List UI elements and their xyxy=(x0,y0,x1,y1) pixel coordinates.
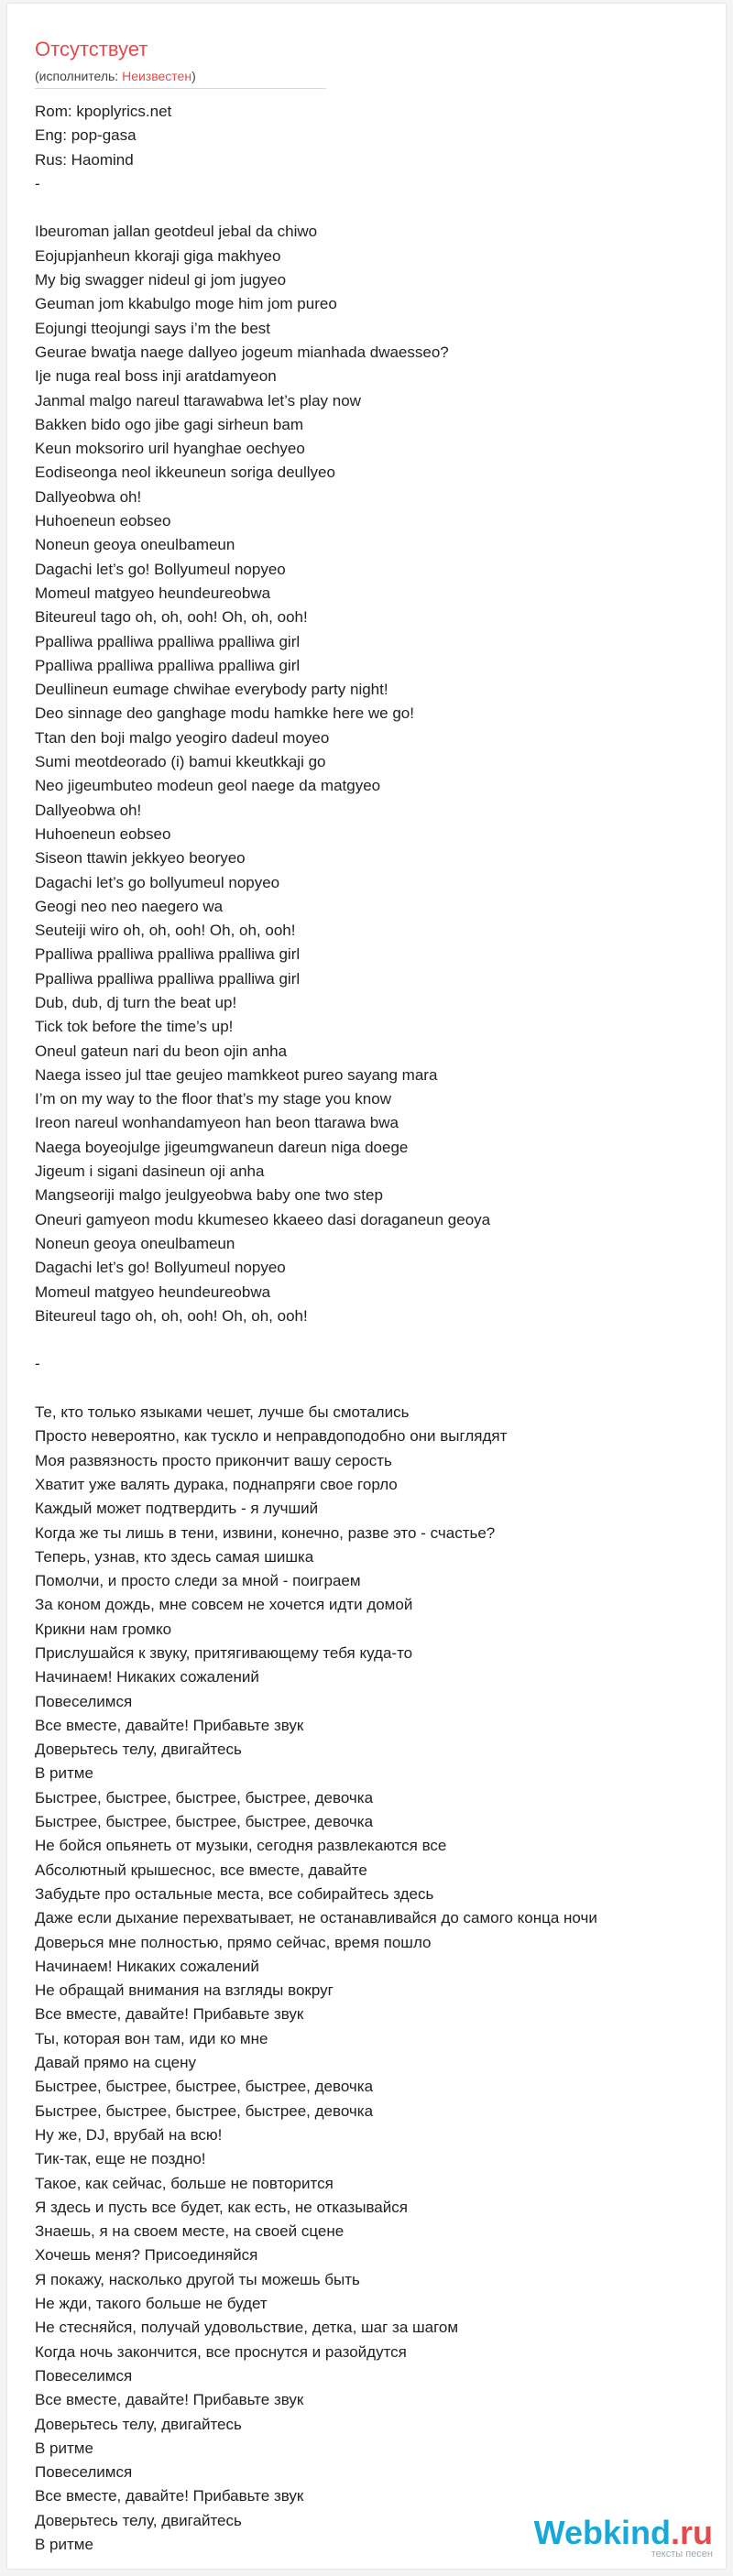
artist-line xyxy=(35,68,726,84)
lyric-line: Naega boyeojulge jigeumgwaneun dareun niga doege xyxy=(35,1138,409,1156)
lyric-line: Oneuri gamyeon modu kkumeseo kkaeeo dasi doraganeun geoya xyxy=(35,1210,491,1228)
lyric-line: Eojungi tteojungi says i’m the best xyxy=(35,319,271,337)
lyric-line: Ppalliwa ppalliwa ppalliwa ppalliwa girl xyxy=(35,632,301,650)
lyric-line: Geogi neo neo naegero wa xyxy=(35,897,224,915)
lyric-line: I’m on my way to the floor that’s my stage you know xyxy=(35,1090,391,1108)
lyric-line: Seuteiji wiro oh, oh, ooh! Oh, oh, ooh! xyxy=(35,922,296,940)
lyric-line: Теперь, узнав, кто здесь самая шишка xyxy=(35,1547,314,1566)
lyric-line: Все вместе, давайте! Прибавьте звук xyxy=(35,2487,304,2505)
lyric-line: Не стесняйся, получай удовольствие, детка, шаг за шагом xyxy=(35,2319,459,2337)
lyric-line: Janmal malgo nareul ttarawabwa let’s play now xyxy=(35,391,361,409)
lyric-line: Geuman jom kkabulgo moge him jom pureo xyxy=(35,295,337,313)
lyric-line: Повеселимся xyxy=(35,2463,133,2482)
lyric-line: - xyxy=(35,1355,40,1373)
lyric-line: Ppalliwa ppalliwa ppalliwa ppalliwa girl xyxy=(35,656,301,674)
lyric-line: Oneul gateun nari du beon ojin anha xyxy=(35,1042,288,1060)
lyric-line: Крикни нам громко xyxy=(35,1620,172,1638)
lyric-line: Начинаем! Никаких сожалений xyxy=(35,1668,259,1686)
lyric-line: Абсолютный крышеснос, все вместе, давайте xyxy=(35,1861,367,1879)
lyric-line: Быстрее, быстрее, быстрее, быстрее, девочка xyxy=(35,1813,374,1831)
lyric-line: Даже если дыхание перехватывает, не останавливайся до самого конца ночи xyxy=(35,1909,597,1927)
lyric-line: Dub, dub, dj turn the beat up! xyxy=(35,993,237,1011)
title-divider xyxy=(35,88,326,89)
lyric-line: Keun moksoriro uril hyanghae oechyeo xyxy=(35,440,305,458)
lyric-line: Bakken bido ogo jibe gagi sirheun bam xyxy=(35,415,303,433)
lyric-line: В ритме xyxy=(35,2439,93,2457)
lyric-line: Rom: kpoplyrics.net xyxy=(35,103,172,120)
lyric-line: Ttan den boji malgo yeogiro dadeul moyeo xyxy=(35,728,330,747)
lyric-line: Ije nuga real boss inji aratdamyeon xyxy=(35,367,277,386)
lyric-line: Huhoeneun eobseo xyxy=(35,824,171,843)
artist-link[interactable]: Неизвестен xyxy=(122,69,192,83)
lyric-line: За коном дождь, мне совсем не хочется идти домой xyxy=(35,1596,413,1614)
lyric-line: Тик-так, еще не поздно! xyxy=(35,2150,206,2168)
lyric-line: Tick tok before the time’s up! xyxy=(35,1018,234,1036)
lyric-line: Не обращай внимания на взгляды вокруг xyxy=(35,1981,334,2000)
lyric-line: Быстрее, быстрее, быстрее, быстрее, девочка xyxy=(35,2101,374,2120)
watermark-tld: .ru xyxy=(670,2514,713,2551)
lyric-line: Biteureul tago oh, oh, ooh! Oh, oh, ooh! xyxy=(35,1306,308,1325)
lyric-line: My big swagger nideul gi jom jugyeo xyxy=(35,271,287,289)
lyric-line: Повеселимся xyxy=(35,2366,133,2385)
lyric-line: Momeul matgyeo heundeureobwa xyxy=(35,584,271,602)
lyric-line: Доверьтесь телу, двигайтесь xyxy=(35,2511,242,2529)
site-watermark xyxy=(534,2516,713,2560)
lyric-line: Помолчи, и просто следи за мной - поиграем xyxy=(35,1572,361,1590)
lyric-line: Забудьте про остальные места, все собирайтесь здесь xyxy=(35,1884,434,1903)
lyric-line: Ppalliwa ppalliwa ppalliwa ppalliwa girl xyxy=(35,945,301,964)
watermark-logo xyxy=(534,2516,713,2550)
lyric-line: Не бойся опьянеть от музыки, сегодня развлекаются все xyxy=(35,1837,447,1855)
lyric-line: Momeul matgyeo heundeureobwa xyxy=(35,1283,271,1301)
lyric-line: Neo jigeumbuteo modeun geol naege da matgyeo xyxy=(35,777,381,795)
song-title: Отсутствует xyxy=(35,38,148,60)
artist-suffix: ) xyxy=(191,69,196,83)
lyric-line: Быстрее, быстрее, быстрее, быстрее, девочка xyxy=(35,2078,374,2096)
lyric-line: Все вместе, давайте! Прибавьте звук xyxy=(35,2005,304,2024)
lyric-line: Когда ночь закончится, все проснутся и разойдутся xyxy=(35,2342,407,2361)
watermark-tagline: тексты песен xyxy=(651,2549,713,2560)
lyric-line: Повеселимся xyxy=(35,1692,133,1710)
lyric-line: Я здесь и пусть все будет, как есть, не отказывайся xyxy=(35,2198,408,2216)
lyric-line: - xyxy=(35,174,40,192)
lyric-line: Доверьтесь телу, двигайтесь xyxy=(35,1741,242,1759)
lyric-line: Знаешь, я на своем месте, на своей сцене xyxy=(35,2222,345,2241)
lyric-line: Eng: pop-gasa xyxy=(35,126,137,145)
lyric-line: Mangseoriji malgo jeulgyeobwa baby one two step xyxy=(35,1186,383,1205)
lyric-line: Доверься мне полностью, прямо сейчас, время пошло xyxy=(35,1933,432,1951)
lyric-line: Biteureul tago oh, oh, ooh! Oh, oh, ooh! xyxy=(35,608,308,627)
lyrics-text xyxy=(35,100,726,2557)
lyric-line: Хватит уже валять дурака, поднапряги свое горло xyxy=(35,1475,398,1493)
lyric-line xyxy=(35,1328,726,1352)
lyric-line: Eojupjanheun kkoraji giga makhyeo xyxy=(35,246,281,265)
lyric-line: Naega isseo jul ttae geujeo mamkkeot pureo sayang mara xyxy=(35,1065,438,1084)
artist-prefix: (исполнитель: xyxy=(35,69,123,83)
lyric-line: Прислушайся к звуку, притягивающему тебя куда-то xyxy=(35,1644,413,1662)
lyric-line: Каждый может подтвердить - я лучший xyxy=(35,1500,319,1518)
lyric-line: Dallyeobwa oh! xyxy=(35,801,142,819)
lyric-line: Jigeum i sigani dasineun oji anha xyxy=(35,1162,265,1181)
lyric-line: Rus: Haomind xyxy=(35,150,134,169)
lyric-line: Ibeuroman jallan geotdeul jebal da chiwo xyxy=(35,223,318,241)
lyric-line xyxy=(35,196,726,220)
lyric-line: Siseon ttawin jekkyeo beoryeo xyxy=(35,849,246,868)
lyric-line: Моя развязность просто прикончит вашу серость xyxy=(35,1451,392,1469)
lyric-line: Все вместе, давайте! Прибавьте звук xyxy=(35,1716,304,1734)
lyric-line: Я покажу, насколько другой ты можешь быть xyxy=(35,2270,360,2288)
lyric-line: Deullineun eumage chwihae everybody party night! xyxy=(35,681,388,699)
lyric-line: Ты, которая вон там, иди ко мне xyxy=(35,2029,268,2047)
lyric-line: Давай прямо на сцену xyxy=(35,2054,196,2072)
lyric-line: Dagachi let’s go! Bollyumeul nopyeo xyxy=(35,1259,286,1277)
lyric-line: Deo sinnage deo ganghage modu hamkke here we go! xyxy=(35,704,414,723)
lyric-line: Не жди, такого больше не будет xyxy=(35,2295,268,2313)
lyric-line: Ppalliwa ppalliwa ppalliwa ppalliwa girl xyxy=(35,969,301,988)
lyric-line: Ну же, DJ, врубай на всю! xyxy=(35,2125,223,2144)
lyric-line: Когда же ты лишь в тени, извини, конечно, разве это - счастье? xyxy=(35,1523,496,1542)
lyric-line: Быстрее, быстрее, быстрее, быстрее, девочка xyxy=(35,1788,374,1806)
lyric-line: Eodiseonga neol ikkeuneun soriga deullyeo xyxy=(35,464,335,482)
lyric-line: Huhoeneun eobseo xyxy=(35,512,171,530)
lyric-line: Noneun geoya oneulbameun xyxy=(35,536,235,554)
lyric-line: Dallyeobwa oh! xyxy=(35,487,142,506)
lyric-line: Такое, как сейчас, больше не повторится xyxy=(35,2174,334,2192)
lyric-line: Хочешь меня? Присоединяйся xyxy=(35,2246,258,2265)
lyric-line: Noneun geoya oneulbameun xyxy=(35,1234,235,1252)
lyric-line: Начинаем! Никаких сожалений xyxy=(35,1957,259,1975)
lyrics-page xyxy=(7,4,726,2569)
lyric-line: В ритме xyxy=(35,2535,93,2553)
lyric-line xyxy=(35,1377,726,1401)
lyric-line: Dagachi let’s go bollyumeul nopyeo xyxy=(35,873,280,891)
lyric-line: В ритме xyxy=(35,1764,93,1783)
lyric-line: Просто невероятно, как тускло и неправдоподобно они выглядят xyxy=(35,1427,508,1446)
lyric-line: Ireon nareul wonhandamyeon han beon ttarawa bwa xyxy=(35,1114,399,1132)
lyric-line: Geurae bwatja naege dallyeo jogeum mianhada dwaesseo? xyxy=(35,343,449,361)
lyric-line: Те, кто только языками чешет, лучше бы смотались xyxy=(35,1403,410,1422)
lyric-line: Sumi meotdeorado (i) bamui kkeutkkaji go xyxy=(35,753,326,771)
lyric-line: Доверьтесь телу, двигайтесь xyxy=(35,2415,242,2433)
lyric-line: Dagachi let’s go! Bollyumeul nopyeo xyxy=(35,560,286,578)
lyric-line: Все вместе, давайте! Прибавьте звук xyxy=(35,2391,304,2409)
watermark-name: Webkind xyxy=(533,2514,671,2551)
